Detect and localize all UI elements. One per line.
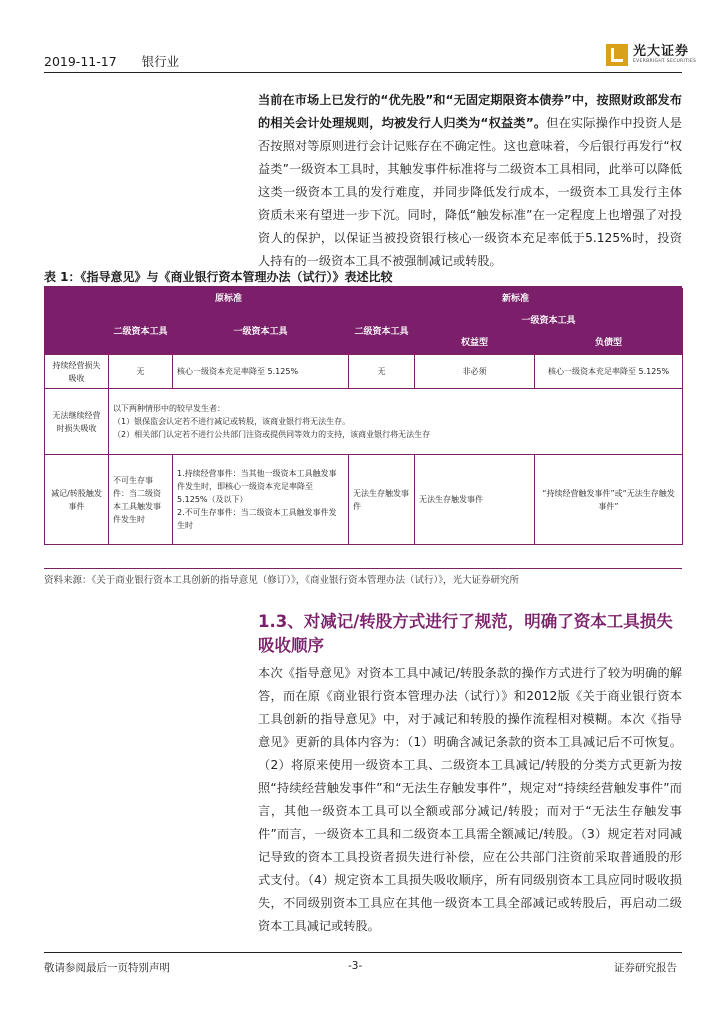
row2-content [109,389,683,455]
row1-label: 持续经营损失吸收 [45,355,109,389]
header-old-standard: 原标准 [109,289,349,311]
header-t1-old: 一级资本工具 [173,311,349,355]
row1-t1-old: 核心一级资本充足率降至 5.125% [173,355,349,389]
header-equity: 权益型 [415,333,535,355]
row3-equity: 无法生存触发事件 [415,455,535,545]
header-date-sector: 2019-11-17 银行业 [44,54,180,69]
row1-equity: 非必须 [415,355,535,389]
header-t2-new: 二级资本工具 [349,311,415,355]
table-source: 资料来源：《关于商业银行资本工具创新的指导意见（修订）》，《商业银行资本管理办法（试行）》，光大证券研究所 [44,575,520,586]
logo-name-cn: 光大证券 [633,44,690,60]
row3-t2-new: 无法生存触发事件 [349,455,415,545]
footer-divider [44,952,682,953]
comparison-table [44,288,683,545]
header-divider [44,72,682,73]
row1-debt: 核心一级资本充足率降至 5.125% [535,355,683,389]
logo-name-en: EVERBRIGHT SECURITIES [633,59,697,65]
row3-debt: “持续经营触发事件”或“无法生存触发事件” [535,455,683,545]
table-caption: 表 1：《指导意见》与《商业银行资本管理办法（试行）》表述比较 [44,270,393,284]
logo-icon [606,44,628,66]
row3-t2-old: 不可生存事件：当二级资本工具触发事件发生时 [109,455,173,545]
row2-label: 无法继续经营时损失吸收 [45,389,109,455]
body-paragraph: 本次《指导意见》对资本工具中减记/转股条款的操作方式进行了较为明确的解答，而在原《商业银行资本管理办法（试行）》和2012版《关于商业银行资本工具创新的指导意见》中，对于减记和转股的操作流程相对模糊。本次《指导意见》更新的具体内容为：（1）明确含减记条款的资本工具减记后不可恢复。（2）将原来使用一级资本工具、二级资本工具减记/转股的分类方式更新为按照“持续经营触发事件”和“无法生存触发事件”，规定对“持续经营触发事件”而言，其他一级资本工具可以全额或部分减记/转股；而对于“无法生存触发事件”而言，一级资本工具和二级资本工具需全额减记/转股。（3）规定若对同减记导致的资本工具投资者损失进行补偿，应在公共部门注资前采取普通股的形式支付。（4）规定资本工具损失吸收顺序，所有同级别资本工具应同时吸收损失，不同级别资本工具应在其他一级资本工具全部减记或转股后，再启动二级资本工具减记或转股。 [258,666,682,933]
row1-t2-new: 无 [349,355,415,389]
header-new-standard: 新标准 [349,289,683,311]
table-corner [45,289,109,311]
header-blank [45,311,109,355]
row3-t1-old-1: 1.持续经营事件：当其他一级资本工具触发事件发生时，即核心一级资本充足率降至 5.125%（及以下） [177,469,337,504]
row1-t2-old: 无 [109,355,173,389]
header-t2-old: 二级资本工具 [109,311,173,355]
intro-paragraph [258,89,682,273]
footer-disclaimer: 敬请参阅最后一页特别声明 [44,962,170,974]
row2-line1: 以下两种情形中的较早发生者： [113,404,225,413]
footer-report-type: 证券研究报告 [614,962,677,974]
row3-label: 减记/转股触发事件 [45,455,109,545]
row3-t1-old [173,455,349,545]
header-debt: 负债型 [535,333,683,355]
header-t1-new: 一级资本工具 [415,311,683,333]
page-number: -3- [348,960,363,972]
intro-bold-text: 当前在市场上已发行的“优先股”和“无固定期限资本债券”中，按照财政部发布的相关会计处理规则，均被发行人归类为“权益类”。 [258,93,682,130]
company-logo [606,44,696,66]
row3-t1-old-2: 2.不可生存事件：当二级资本工具触发事件发生时 [177,508,337,530]
section-title: 1.3、对减记/转股方式进行了规范，明确了资本工具损失吸收顺序 [258,612,673,655]
row2-line3: （2）相关部门认定若不进行公共部门注资或提供同等效力的支持，该商业银行将无法生存 [113,430,431,439]
source-rule [44,568,682,569]
intro-text: 但在实际操作中投资人是否按照对等原则进行会计记账存在不确定性。这也意味着，今后银行再发行“权益类”一级资本工具时，其触发事件标准将与二级资本工具相同，此举可以降低这类一级资本工具的发行难度，并同步降低发行成本，一级资本工具发行主体资质未来有望进一步下沉。同时，降低“触发标准”在一定程度上也增强了对投资人的保护，以保证当被投资银行核心一级资本充足率低于5.125%时，投资人持有的一级资本工具不被强制减记或转股。 [258,116,682,268]
row2-line2: （1）银保监会认定若不进行减记或转股，该商业银行将无法生存。 [113,417,351,426]
